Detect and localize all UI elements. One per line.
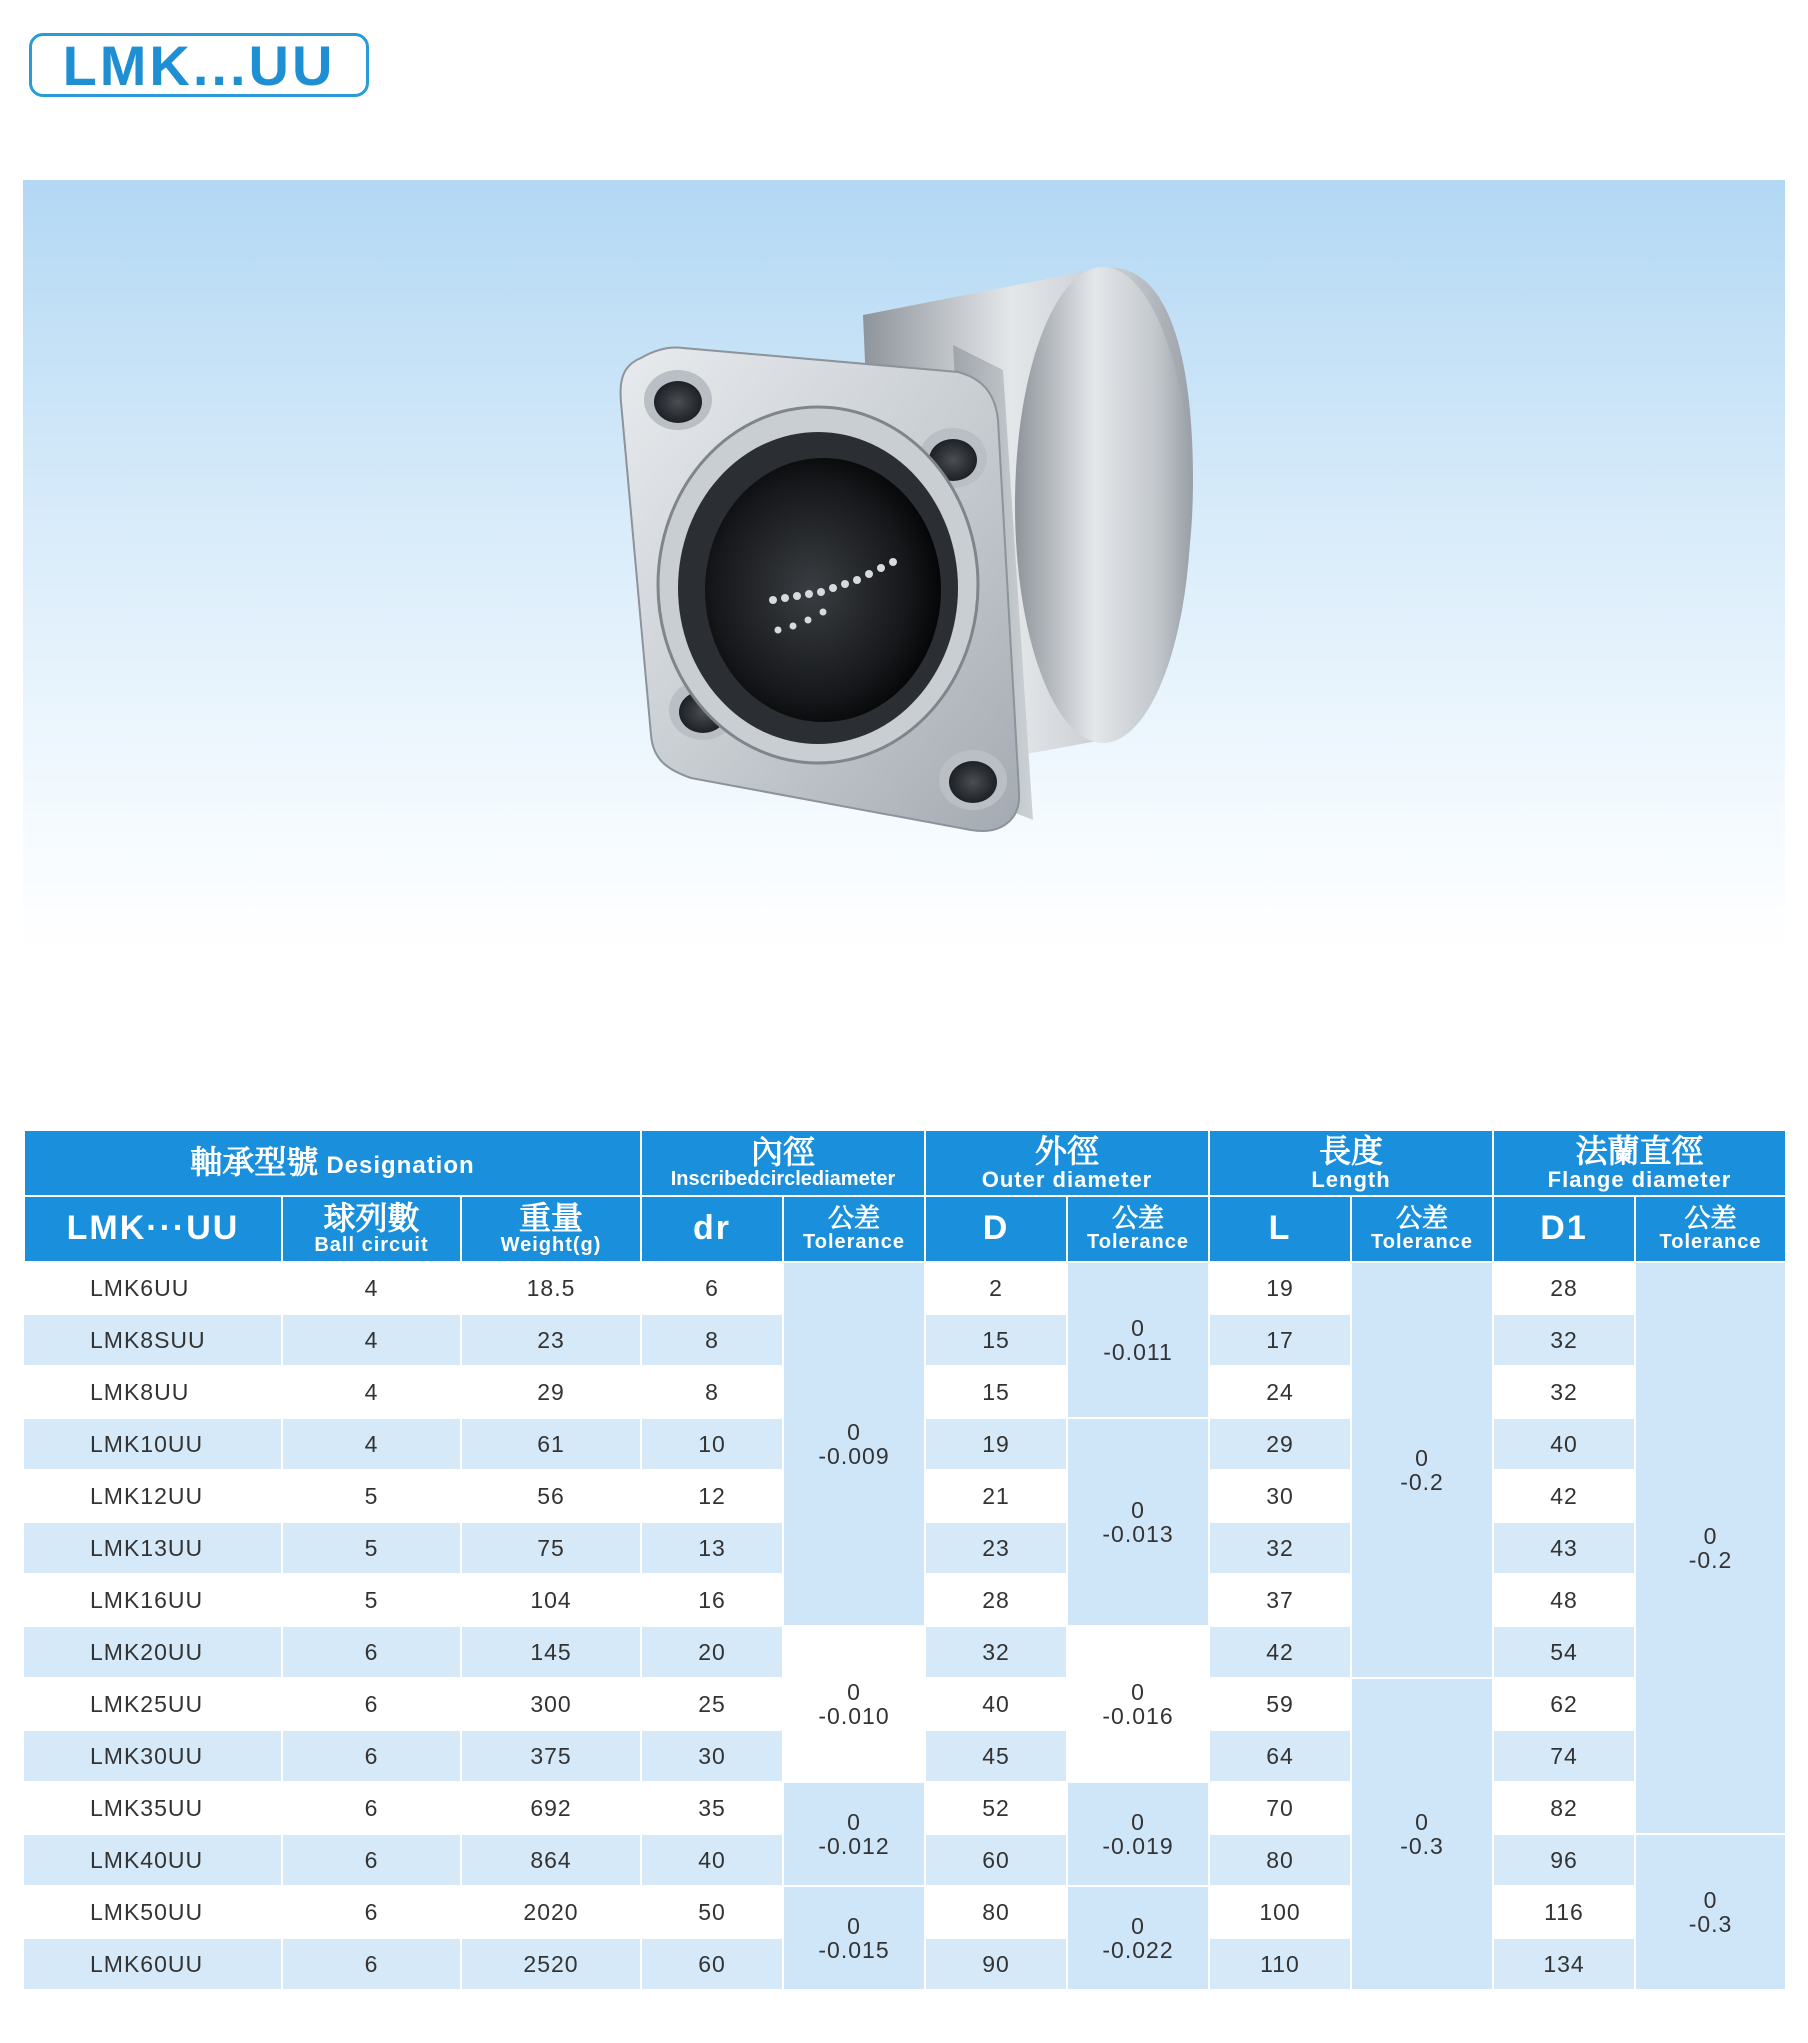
- cell-D: 60: [925, 1834, 1067, 1886]
- cell-dr-tolerance: 0 -0.009: [783, 1262, 925, 1626]
- cell-L: 100: [1209, 1886, 1351, 1938]
- cell-D: 90: [925, 1938, 1067, 1990]
- cell-dr: 60: [641, 1938, 783, 1990]
- cell-D: 15: [925, 1314, 1067, 1366]
- cell-dr: 6: [641, 1262, 783, 1314]
- cell-L-tolerance: 0 -0.3: [1351, 1678, 1493, 1990]
- cell-ball: 4: [282, 1262, 461, 1314]
- header-model: LMK···UU: [24, 1196, 282, 1262]
- cell-L: 29: [1209, 1418, 1351, 1470]
- cell-dr: 40: [641, 1834, 783, 1886]
- cell-D: 21: [925, 1470, 1067, 1522]
- cell-weight: 104: [461, 1574, 641, 1626]
- cell-D-tolerance: 0 -0.016: [1067, 1626, 1209, 1782]
- cell-D1: 32: [1493, 1366, 1635, 1418]
- cell-model: LMK16UU: [24, 1574, 282, 1626]
- cell-L-tolerance: 0 -0.2: [1351, 1262, 1493, 1678]
- cell-D1: 28: [1493, 1262, 1635, 1314]
- cell-ball: 6: [282, 1938, 461, 1990]
- header-D-tolerance: 公差 Tolerance: [1067, 1196, 1209, 1262]
- table-row: [24, 1782, 1786, 1834]
- cell-L: 70: [1209, 1782, 1351, 1834]
- cell-ball: 6: [282, 1782, 461, 1834]
- cell-ball: 6: [282, 1626, 461, 1678]
- cell-D1: 42: [1493, 1470, 1635, 1522]
- cell-ball: 6: [282, 1886, 461, 1938]
- cell-model: LMK8SUU: [24, 1314, 282, 1366]
- header-weight: 重量 Weight(g): [461, 1196, 641, 1262]
- cell-dr-tolerance: 0 -0.015: [783, 1886, 925, 1990]
- cell-dr: 13: [641, 1522, 783, 1574]
- cell-model: LMK35UU: [24, 1782, 282, 1834]
- cell-dr: 50: [641, 1886, 783, 1938]
- cell-D: 28: [925, 1574, 1067, 1626]
- cell-D: 45: [925, 1730, 1067, 1782]
- cell-dr: 8: [641, 1314, 783, 1366]
- cell-L: 80: [1209, 1834, 1351, 1886]
- cell-D1: 82: [1493, 1782, 1635, 1834]
- cell-dr-tolerance: 0 -0.010: [783, 1626, 925, 1782]
- cell-D1-tolerance: 0 -0.3: [1635, 1834, 1786, 1990]
- cell-ball: 4: [282, 1366, 461, 1418]
- cell-dr: 10: [641, 1418, 783, 1470]
- cell-D1-tolerance: 0 -0.2: [1635, 1262, 1786, 1834]
- header-designation: 軸承型號 Designation: [24, 1130, 641, 1196]
- cell-dr: 12: [641, 1470, 783, 1522]
- cell-weight: 375: [461, 1730, 641, 1782]
- cell-dr: 30: [641, 1730, 783, 1782]
- cell-L: 42: [1209, 1626, 1351, 1678]
- cell-model: LMK40UU: [24, 1834, 282, 1886]
- cell-model: LMK50UU: [24, 1886, 282, 1938]
- cell-dr: 16: [641, 1574, 783, 1626]
- cell-model: LMK10UU: [24, 1418, 282, 1470]
- cell-L: 110: [1209, 1938, 1351, 1990]
- cell-D: 40: [925, 1678, 1067, 1730]
- cell-D1: 134: [1493, 1938, 1635, 1990]
- cell-L: 37: [1209, 1574, 1351, 1626]
- spec-table: [23, 1129, 1787, 1991]
- cell-D1: 32: [1493, 1314, 1635, 1366]
- cell-D1: 43: [1493, 1522, 1635, 1574]
- cell-model: LMK6UU: [24, 1262, 282, 1314]
- cell-ball: 6: [282, 1678, 461, 1730]
- header-D1-tolerance: 公差 Tolerance: [1635, 1196, 1786, 1262]
- cell-D: 80: [925, 1886, 1067, 1938]
- cell-ball: 5: [282, 1574, 461, 1626]
- cell-D: 19: [925, 1418, 1067, 1470]
- cell-ball: 6: [282, 1834, 461, 1886]
- cell-D-tolerance: 0 -0.019: [1067, 1782, 1209, 1886]
- cell-D1: 40: [1493, 1418, 1635, 1470]
- cell-L: 17: [1209, 1314, 1351, 1366]
- cell-L: 24: [1209, 1366, 1351, 1418]
- cell-L: 30: [1209, 1470, 1351, 1522]
- cell-dr: 8: [641, 1366, 783, 1418]
- cell-ball: 4: [282, 1418, 461, 1470]
- cell-weight: 18.5: [461, 1262, 641, 1314]
- flanged-linear-bearing-photo: [23, 180, 1785, 955]
- cell-D: 32: [925, 1626, 1067, 1678]
- cell-weight: 2520: [461, 1938, 641, 1990]
- cell-L: 19: [1209, 1262, 1351, 1314]
- cell-weight: 61: [461, 1418, 641, 1470]
- cell-ball: 5: [282, 1522, 461, 1574]
- cell-D: 52: [925, 1782, 1067, 1834]
- table-row: [24, 1886, 1786, 1938]
- cell-weight: 29: [461, 1366, 641, 1418]
- header-inscribed-diameter: 內徑 Inscribedcirclediameter: [641, 1130, 925, 1196]
- cell-L: 64: [1209, 1730, 1351, 1782]
- cell-D1: 116: [1493, 1886, 1635, 1938]
- cell-D: 23: [925, 1522, 1067, 1574]
- cell-dr-tolerance: 0 -0.012: [783, 1782, 925, 1886]
- cell-weight: 692: [461, 1782, 641, 1834]
- cell-model: LMK12UU: [24, 1470, 282, 1522]
- cell-D-tolerance: 0 -0.022: [1067, 1886, 1209, 1990]
- header-dr-tolerance: 公差 Tolerance: [783, 1196, 925, 1262]
- cell-weight: 864: [461, 1834, 641, 1886]
- cell-weight: 75: [461, 1522, 641, 1574]
- cell-weight: 23: [461, 1314, 641, 1366]
- header-L: L: [1209, 1196, 1351, 1262]
- cell-D: 15: [925, 1366, 1067, 1418]
- cell-L: 59: [1209, 1678, 1351, 1730]
- cell-weight: 145: [461, 1626, 641, 1678]
- cell-L: 32: [1209, 1522, 1351, 1574]
- table-row: [24, 1262, 1786, 1314]
- cell-model: LMK25UU: [24, 1678, 282, 1730]
- page-title: LMK...UU: [29, 33, 369, 97]
- header-flange-diameter: 法蘭直徑 Flange diameter: [1493, 1130, 1786, 1196]
- cell-D-tolerance: 0 -0.011: [1067, 1262, 1209, 1418]
- cell-ball: 6: [282, 1730, 461, 1782]
- cell-dr: 25: [641, 1678, 783, 1730]
- header-L-tolerance: 公差 Tolerance: [1351, 1196, 1493, 1262]
- cell-ball: 4: [282, 1314, 461, 1366]
- cell-dr: 20: [641, 1626, 783, 1678]
- cell-model: LMK8UU: [24, 1366, 282, 1418]
- cell-model: LMK60UU: [24, 1938, 282, 1990]
- cell-D-tolerance: 0 -0.013: [1067, 1418, 1209, 1626]
- cell-D: 2: [925, 1262, 1067, 1314]
- cell-dr: 35: [641, 1782, 783, 1834]
- cell-D1: 62: [1493, 1678, 1635, 1730]
- cell-model: LMK30UU: [24, 1730, 282, 1782]
- header-ball-circuit: 球列數 Ball circuit: [282, 1196, 461, 1262]
- product-photo-panel: [23, 180, 1785, 955]
- cell-D1: 48: [1493, 1574, 1635, 1626]
- cell-weight: 56: [461, 1470, 641, 1522]
- header-length: 長度 Length: [1209, 1130, 1493, 1196]
- header-D: D: [925, 1196, 1067, 1262]
- cell-model: LMK13UU: [24, 1522, 282, 1574]
- cell-D1: 74: [1493, 1730, 1635, 1782]
- table-row: [24, 1626, 1786, 1678]
- header-outer-diameter: 外徑 Outer diameter: [925, 1130, 1209, 1196]
- cell-ball: 5: [282, 1470, 461, 1522]
- header-D1: D1: [1493, 1196, 1635, 1262]
- header-dr: dr: [641, 1196, 783, 1262]
- cell-weight: 300: [461, 1678, 641, 1730]
- cell-weight: 2020: [461, 1886, 641, 1938]
- cell-D1: 96: [1493, 1834, 1635, 1886]
- cell-model: LMK20UU: [24, 1626, 282, 1678]
- cell-D1: 54: [1493, 1626, 1635, 1678]
